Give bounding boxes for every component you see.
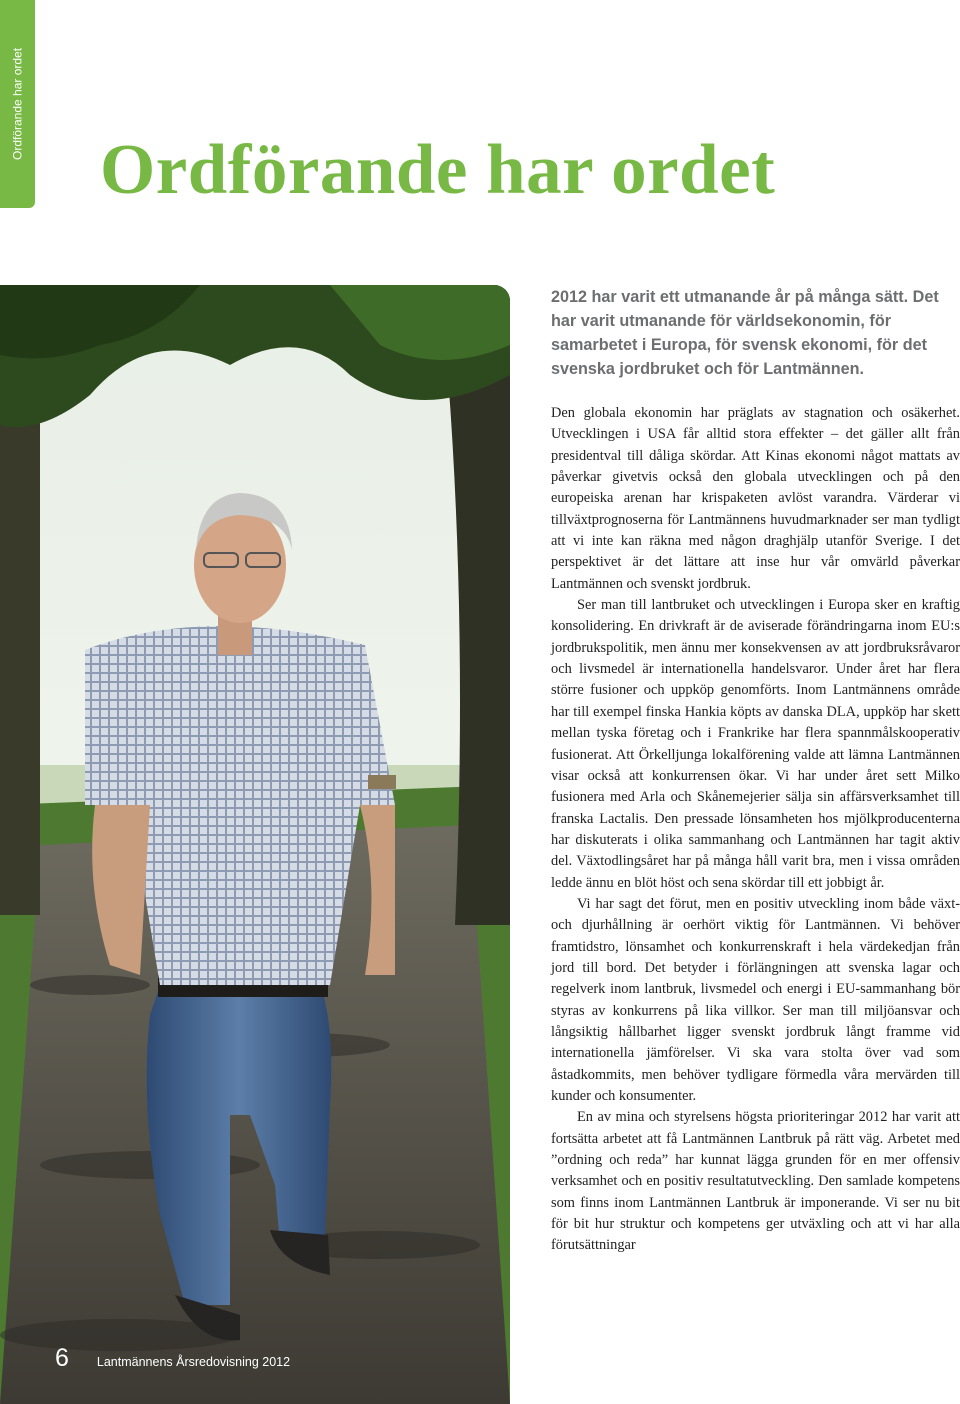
body-paragraph: En av mina och styrelsens högsta prioriteringar 2012 har varit att fortsätta arbetet att få Lantmännen Lantbruk på rätt väg. Arbetet med ”ordning och reda” har kunnat lägga grunden för en mer offensiv verksamhet och en positiv resultatutveckling. Den samlade kompetens som finns inom Lantmännen Lantbruk är imponerande. Vi ser nu bit för bit hur struktur och kompetens ger utväxling och att vi har alla förutsättningar — [551, 1109, 960, 1254]
page-number: 6 — [55, 1344, 69, 1372]
publication-title: Lantmännens Årsredovisning 2012 — [96, 1355, 291, 1369]
page-footer — [55, 1344, 290, 1374]
article-body — [551, 403, 960, 1257]
section-tab — [0, 0, 35, 208]
body-paragraph: Vi har sagt det förut, men en positiv utveckling inom både växt- och djurhållning är oerhört viktig för Lantmännen. Vi behöver framtidstro, lönsamhet och konkurrenskraft i hela värdekedjan från jord till bord. Det betyder i förlängningen att svenska lagar och regelverk inom lantbruk, livsmedel och energi i EU-sammanhang bör styras av konkurrens på lika villkor. Ser man till miljöansvar och långsiktig hållbarhet ligger svenskt jordbruk långt framme vid internationella jämförelser. Vi ska vara stolta över vad som åstadkommits, men behöver tydligare förmedla våra mervärden till kunder och konsumenter. — [551, 895, 960, 1104]
body-paragraph: Ser man till lantbruket och utvecklingen i Europa sker en kraftig konsolidering. En drivkraft är de aviserade förändringarna inom EU:s jordbrukspolitik, men ännu mer konsekvensen av att jordbruksråvaror och livsmedel är internationella handelsvaror. Under året har flera större fusioner och uppköp genomförts. Inom Lantmännens område har till exempel finska Hankia köpts av danska DLA, uppköp har skett mellan tyska företag och i Frankrike har flera spannmålskooperativ fusionerat. Att Örkelljunga lokalförening valde att lämna Lantmännen visar också att konkurrensen ökar. Vi har under året sett Milko fusionera med Arla och Skånemejerier sälja sin affärsverksamhet till franska Lactalis. Den pressade lönsamheten hos mjölkproducenterna har diskuterats i olika sammanhang och Lantmännen har tagit aktiv del. Växtodlingsåret har på många håll varit bra, men i vissa områden ledde ännu en blöt höst och sena skördar till ett jobbigt år. — [551, 597, 960, 891]
intro-lead — [551, 285, 951, 381]
intro-text: 2012 har varit ett utmanande år på många sätt. Det har varit utmanande för världsekonomin, för samarbetet i Europa, för svensk ekonomi, för det svenska jordbruket och för Lantmännen. — [551, 288, 939, 378]
page-title: Ordförande har ordet — [100, 131, 776, 209]
body-paragraph: Den globala ekonomin har präglats av stagnation och osäkerhet. Utvecklingen i USA får alltid stora effekter – det gäller allt från presidentval till dåliga skördar. Att Kinas ekonomi något mattats av påverkar givetvis också den globala utvecklingen och på den europeiska arenan har krispaketen avlöst varandra. Värderar vi tillväxtprognoserna för Lantmännens huvudmarknader ser man tydligt att vi inte kan räkna med någon draghjälp utanför Sverige. I det perspektivet är det lättare att inse hur vår omvärld påverkar Lantmännen och svenskt jordbruk. — [551, 405, 960, 592]
chairman-photo — [0, 285, 510, 1404]
section-tab-label: Ordförande har ordet — [10, 47, 25, 161]
